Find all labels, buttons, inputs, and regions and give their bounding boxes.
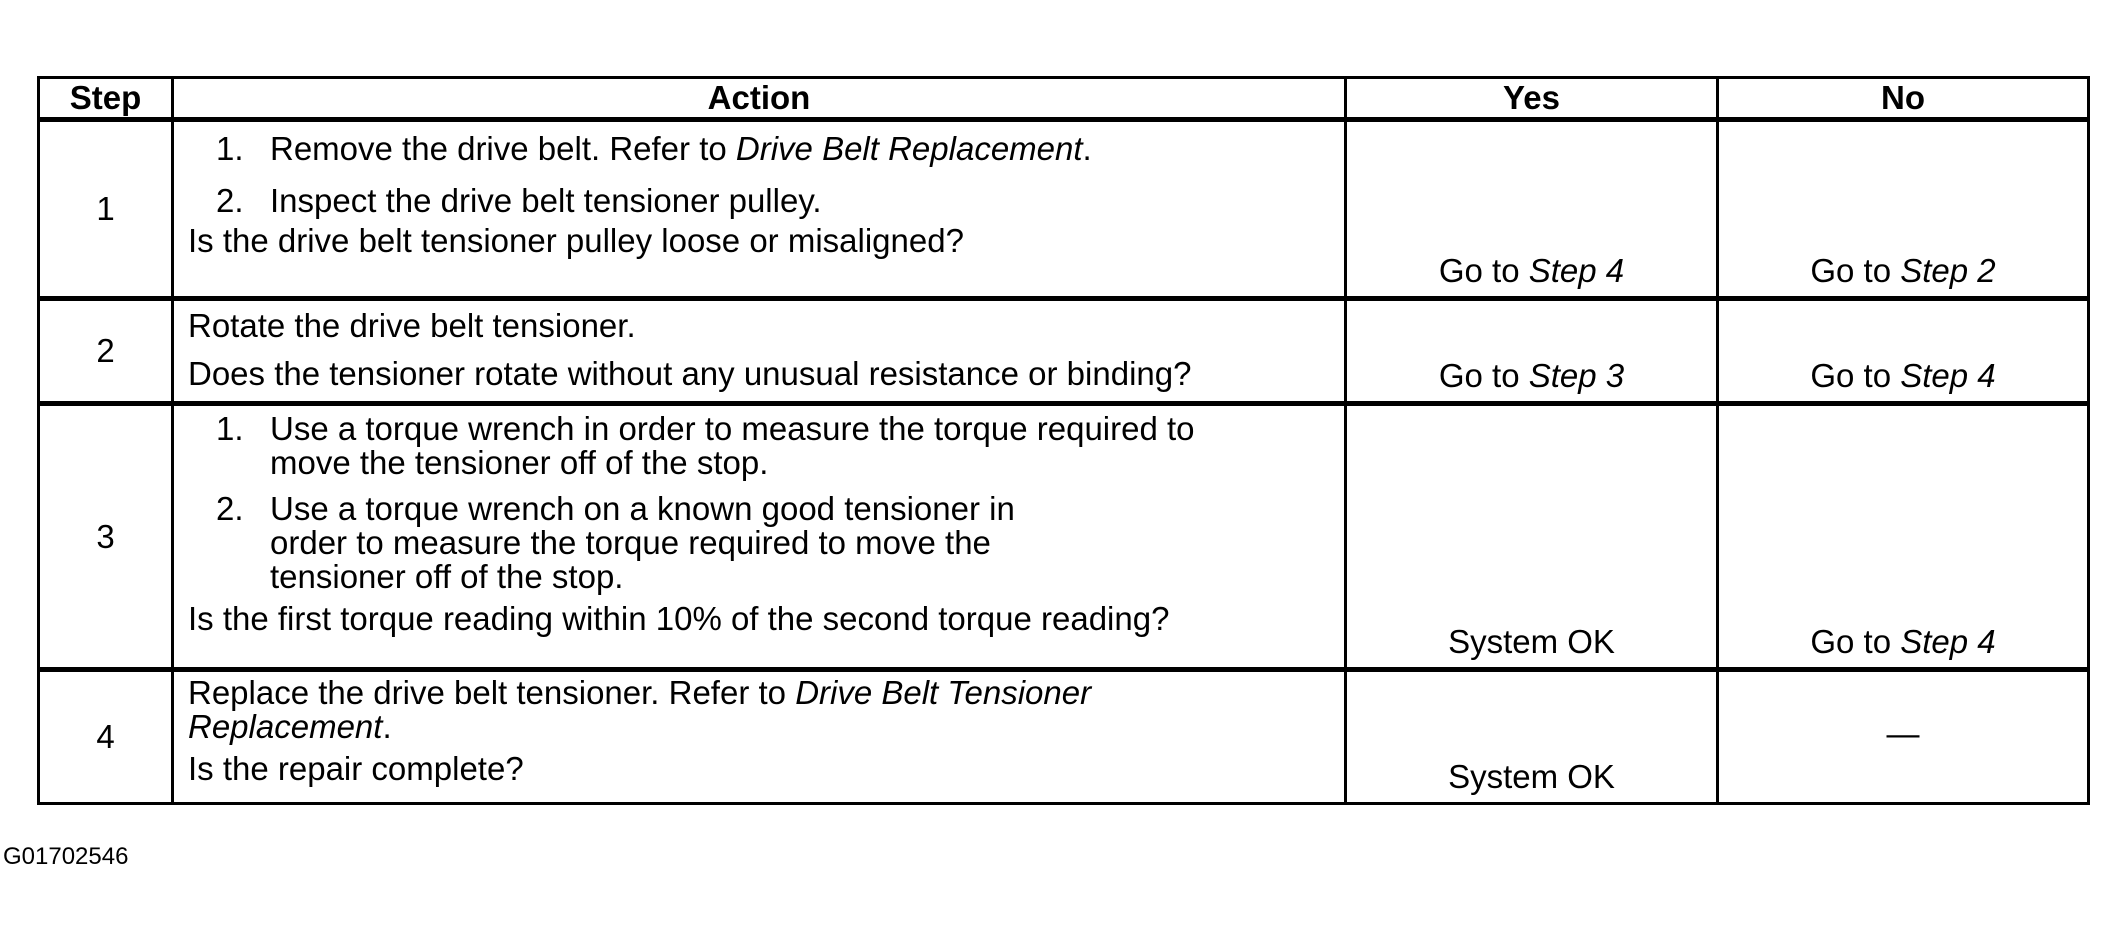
step-reference: Step 3 [1528,357,1625,394]
list-item [188,492,1284,594]
table-row [39,670,2089,804]
table-header-row [39,78,2089,120]
header-yes: Yes [1346,78,1718,120]
step-number: 4 [39,670,173,804]
step-reference: Step 4 [1900,623,1996,660]
action-text: Rotate the drive belt tensioner. [188,307,636,344]
header-action: Action [173,78,1346,120]
list-number: 2. [216,182,244,219]
result-prefix: Go to [1810,252,1901,289]
action-text-tail: . [382,708,392,745]
result-text: — [1886,715,1920,752]
header-no: No [1718,78,2089,120]
question-text: Is the first torque reading within 10% of the second torque reading? [188,600,1170,637]
list-number: 2. [216,490,244,527]
result-prefix: Go to [1810,357,1901,394]
list-item [188,182,1330,220]
list-item [188,130,1330,168]
no-result [1718,670,2089,804]
no-result [1718,299,2089,404]
list-item [188,412,1284,480]
result-text: System OK [1448,758,1615,795]
yes-result [1346,299,1718,404]
reference-link: Drive Belt Tensioner Replacement [188,674,1092,745]
table-row [39,404,2089,670]
list-text: Inspect the drive belt tensioner pulley. [270,182,822,219]
result-prefix: Go to [1810,623,1901,660]
action-cell [173,404,1346,670]
action-cell [173,299,1346,404]
header-step: Step [39,78,173,120]
step-number: 2 [39,299,173,404]
yes-result [1346,120,1718,299]
step-reference: Step 4 [1528,252,1625,289]
question-text: Is the drive belt tensioner pulley loose or misaligned? [188,222,964,259]
step-number: 1 [39,120,173,299]
result-prefix: Go to [1438,252,1529,289]
no-result [1718,120,2089,299]
list-text-tail: . [1082,130,1092,167]
step-reference: Step 4 [1900,357,1996,394]
list-number: 1. [216,130,244,167]
yes-result [1346,404,1718,670]
question-text: Does the tensioner rotate without any unusual resistance or binding? [188,355,1192,392]
table-row [39,120,2089,299]
action-text-main: Replace the drive belt tensioner. Refer to [188,674,796,711]
step-number: 3 [39,404,173,670]
action-cell [173,670,1346,804]
list-text: Use a torque wrench on a known good tensioner in order to measure the torque required to move the tensioner off of the stop. [270,490,1015,595]
no-result [1718,404,2089,670]
step-reference: Step 2 [1900,252,1996,289]
question-text: Is the repair complete? [188,750,524,787]
action-cell [173,120,1346,299]
reference-link: Drive Belt Replacement [735,130,1083,167]
diagnostic-table [37,76,2090,805]
list-number: 1. [216,410,244,447]
result-prefix: Go to [1438,357,1529,394]
list-text: Remove the drive belt. Refer to [270,130,736,167]
list-text: Use a torque wrench in order to measure the torque required to move the tensioner off of the stop. [270,410,1195,481]
table-row [39,299,2089,404]
action-text [188,676,1224,744]
yes-result [1346,670,1718,804]
result-text: System OK [1448,623,1615,660]
figure-id: G01702546 [3,843,129,870]
